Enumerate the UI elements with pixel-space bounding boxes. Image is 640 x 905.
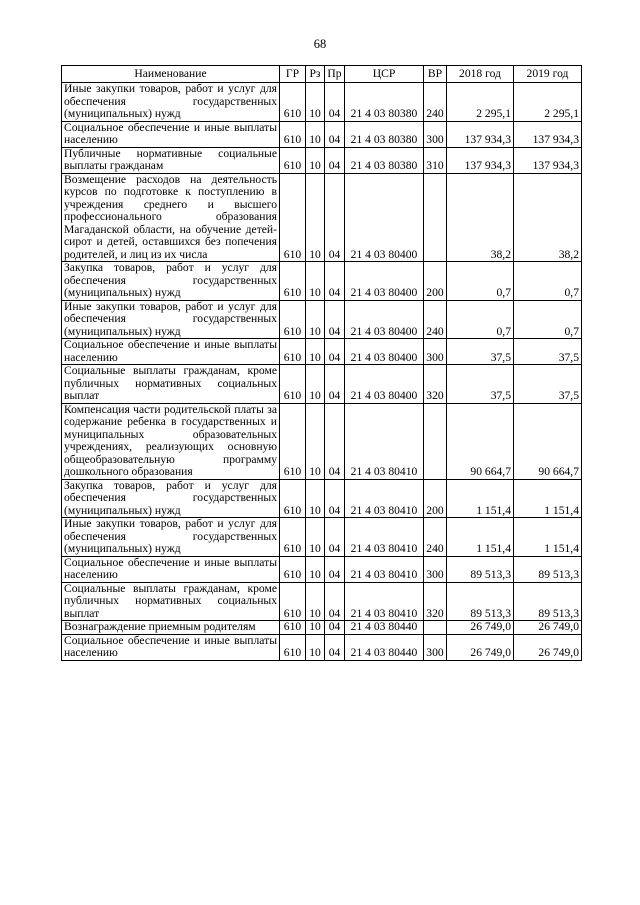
row-csr: 21 4 03 80410: [345, 518, 424, 557]
row-gr: 610: [280, 147, 306, 173]
row-rz: 10: [306, 582, 325, 621]
row-pr: 04: [325, 621, 345, 635]
row-csr: 21 4 03 80410: [345, 556, 424, 582]
row-gr: 610: [280, 518, 306, 557]
row-name: Социальное обеспечение и иные выплаты населению: [62, 634, 280, 660]
row-vr: 300: [424, 339, 447, 365]
row-2018: 89 513,3: [447, 556, 514, 582]
row-vr: 310: [424, 147, 447, 173]
row-2018: 89 513,3: [447, 582, 514, 621]
row-2018: 0,7: [447, 262, 514, 301]
row-gr: 610: [280, 403, 306, 479]
row-name: Иные закупки товаров, работ и услуг для обеспечения государственных (муниципальных) нужд: [62, 518, 280, 557]
row-vr: 300: [424, 634, 447, 660]
row-2018: 38,2: [447, 173, 514, 262]
row-2019: 0,7: [514, 262, 582, 301]
row-2019: 0,7: [514, 300, 582, 339]
row-gr: 610: [280, 173, 306, 262]
row-2019: 137 934,3: [514, 147, 582, 173]
row-rz: 10: [306, 121, 325, 147]
table-row: [62, 147, 582, 173]
row-vr: 240: [424, 518, 447, 557]
row-rz: 10: [306, 621, 325, 635]
table-row: [62, 403, 582, 479]
row-rz: 10: [306, 403, 325, 479]
row-gr: 610: [280, 621, 306, 635]
row-name: Социальное обеспечение и иные выплаты населению: [62, 339, 280, 365]
row-2018: 1 151,4: [447, 479, 514, 518]
row-rz: 10: [306, 300, 325, 339]
row-pr: 04: [325, 300, 345, 339]
row-2019: 89 513,3: [514, 556, 582, 582]
row-pr: 04: [325, 147, 345, 173]
row-csr: 21 4 03 80410: [345, 403, 424, 479]
row-name: Публичные нормативные социальные выплаты гражданам: [62, 147, 280, 173]
row-vr: 200: [424, 479, 447, 518]
row-name: Компенсация части родительской платы за содержание ребенка в государственных и муниципальных образовательных учреждениях, реализующих основную общеобразовательную программу дошкольного образования: [62, 403, 280, 479]
table-row: [62, 556, 582, 582]
row-2019: 1 151,4: [514, 479, 582, 518]
row-csr: 21 4 03 80380: [345, 147, 424, 173]
header-pr: Пр: [325, 66, 345, 83]
row-rz: 10: [306, 365, 325, 404]
header-vr: ВР: [424, 66, 447, 83]
row-csr: 21 4 03 80410: [345, 479, 424, 518]
row-rz: 10: [306, 518, 325, 557]
table-row: [62, 300, 582, 339]
row-2019: 137 934,3: [514, 121, 582, 147]
table-row: [62, 262, 582, 301]
row-2019: 90 664,7: [514, 403, 582, 479]
row-rz: 10: [306, 262, 325, 301]
row-2018: 137 934,3: [447, 121, 514, 147]
row-vr: 240: [424, 300, 447, 339]
row-pr: 04: [325, 262, 345, 301]
row-2018: 37,5: [447, 339, 514, 365]
row-pr: 04: [325, 173, 345, 262]
row-name: Вознаграждение приемным родителям: [62, 621, 280, 635]
row-2019: 1 151,4: [514, 518, 582, 557]
row-name: Иные закупки товаров, работ и услуг для обеспечения государственных (муниципальных) нужд: [62, 300, 280, 339]
row-vr: 320: [424, 365, 447, 404]
header-rz: Рз: [306, 66, 325, 83]
row-2018: 37,5: [447, 365, 514, 404]
table-row: [62, 634, 582, 660]
header-csr: ЦСР: [345, 66, 424, 83]
row-vr: 200: [424, 262, 447, 301]
row-rz: 10: [306, 339, 325, 365]
row-csr: 21 4 03 80410: [345, 582, 424, 621]
row-gr: 610: [280, 582, 306, 621]
table-row: [62, 83, 582, 122]
header-2018: 2018 год: [447, 66, 514, 83]
row-pr: 04: [325, 479, 345, 518]
row-gr: 610: [280, 634, 306, 660]
row-gr: 610: [280, 556, 306, 582]
row-pr: 04: [325, 403, 345, 479]
row-rz: 10: [306, 479, 325, 518]
row-csr: 21 4 03 80400: [345, 300, 424, 339]
row-vr: 300: [424, 121, 447, 147]
row-2018: 2 295,1: [447, 83, 514, 122]
row-2018: 26 749,0: [447, 621, 514, 635]
header-name: Наименование: [62, 66, 280, 83]
row-2018: 1 151,4: [447, 518, 514, 557]
row-2019: 38,2: [514, 173, 582, 262]
budget-table: [61, 65, 582, 661]
row-name: Социальные выплаты гражданам, кроме публичных нормативных социальных выплат: [62, 365, 280, 404]
header-2019: 2019 год: [514, 66, 582, 83]
row-name: Закупка товаров, работ и услуг для обеспечения государственных (муниципальных) нужд: [62, 479, 280, 518]
row-name: Возмещение расходов на деятельность курсов по подготовке к поступлению в учреждения среднего и высшего профессионального образования Магаданской области, на обучение детей-сирот и детей, оставшихся без попечения родителей, и лиц из их числа: [62, 173, 280, 262]
row-csr: 21 4 03 80400: [345, 339, 424, 365]
row-2018: 0,7: [447, 300, 514, 339]
row-pr: 04: [325, 518, 345, 557]
row-vr: [424, 621, 447, 635]
row-name: Социальные выплаты гражданам, кроме публичных нормативных социальных выплат: [62, 582, 280, 621]
table-row: [62, 339, 582, 365]
row-csr: 21 4 03 80380: [345, 83, 424, 122]
row-pr: 04: [325, 582, 345, 621]
header-gr: ГР: [280, 66, 306, 83]
table-row: [62, 479, 582, 518]
table-row: [62, 121, 582, 147]
row-2019: 37,5: [514, 339, 582, 365]
row-pr: 04: [325, 83, 345, 122]
row-2018: 90 664,7: [447, 403, 514, 479]
page-number: 68: [313, 37, 327, 51]
row-gr: 610: [280, 339, 306, 365]
row-2019: 37,5: [514, 365, 582, 404]
row-rz: 10: [306, 147, 325, 173]
row-vr: [424, 173, 447, 262]
row-gr: 610: [280, 83, 306, 122]
row-pr: 04: [325, 556, 345, 582]
row-gr: 610: [280, 300, 306, 339]
row-2019: 26 749,0: [514, 621, 582, 635]
table-row: [62, 582, 582, 621]
row-csr: 21 4 03 80380: [345, 121, 424, 147]
table-row: [62, 365, 582, 404]
row-pr: 04: [325, 634, 345, 660]
row-2019: 26 749,0: [514, 634, 582, 660]
table-row: [62, 621, 582, 635]
row-2019: 2 295,1: [514, 83, 582, 122]
row-gr: 610: [280, 121, 306, 147]
row-csr: 21 4 03 80400: [345, 262, 424, 301]
row-2018: 26 749,0: [447, 634, 514, 660]
row-name: Социальное обеспечение и иные выплаты населению: [62, 556, 280, 582]
row-pr: 04: [325, 339, 345, 365]
row-rz: 10: [306, 83, 325, 122]
table-row: [62, 518, 582, 557]
table-body: [62, 83, 582, 661]
table-header-row: [62, 66, 582, 83]
row-gr: 610: [280, 479, 306, 518]
row-rz: 10: [306, 634, 325, 660]
row-vr: 320: [424, 582, 447, 621]
row-2019: 89 513,3: [514, 582, 582, 621]
row-pr: 04: [325, 121, 345, 147]
row-rz: 10: [306, 173, 325, 262]
row-name: Закупка товаров, работ и услуг для обеспечения государственных (муниципальных) нужд: [62, 262, 280, 301]
row-name: Социальное обеспечение и иные выплаты населению: [62, 121, 280, 147]
row-csr: 21 4 03 80400: [345, 365, 424, 404]
row-csr: 21 4 03 80400: [345, 173, 424, 262]
row-csr: 21 4 03 80440: [345, 621, 424, 635]
row-name: Иные закупки товаров, работ и услуг для обеспечения государственных (муниципальных) нужд: [62, 83, 280, 122]
row-csr: 21 4 03 80440: [345, 634, 424, 660]
row-vr: 300: [424, 556, 447, 582]
row-rz: 10: [306, 556, 325, 582]
table-row: [62, 173, 582, 262]
row-2018: 137 934,3: [447, 147, 514, 173]
row-gr: 610: [280, 262, 306, 301]
row-gr: 610: [280, 365, 306, 404]
row-vr: [424, 403, 447, 479]
row-vr: 240: [424, 83, 447, 122]
row-pr: 04: [325, 365, 345, 404]
